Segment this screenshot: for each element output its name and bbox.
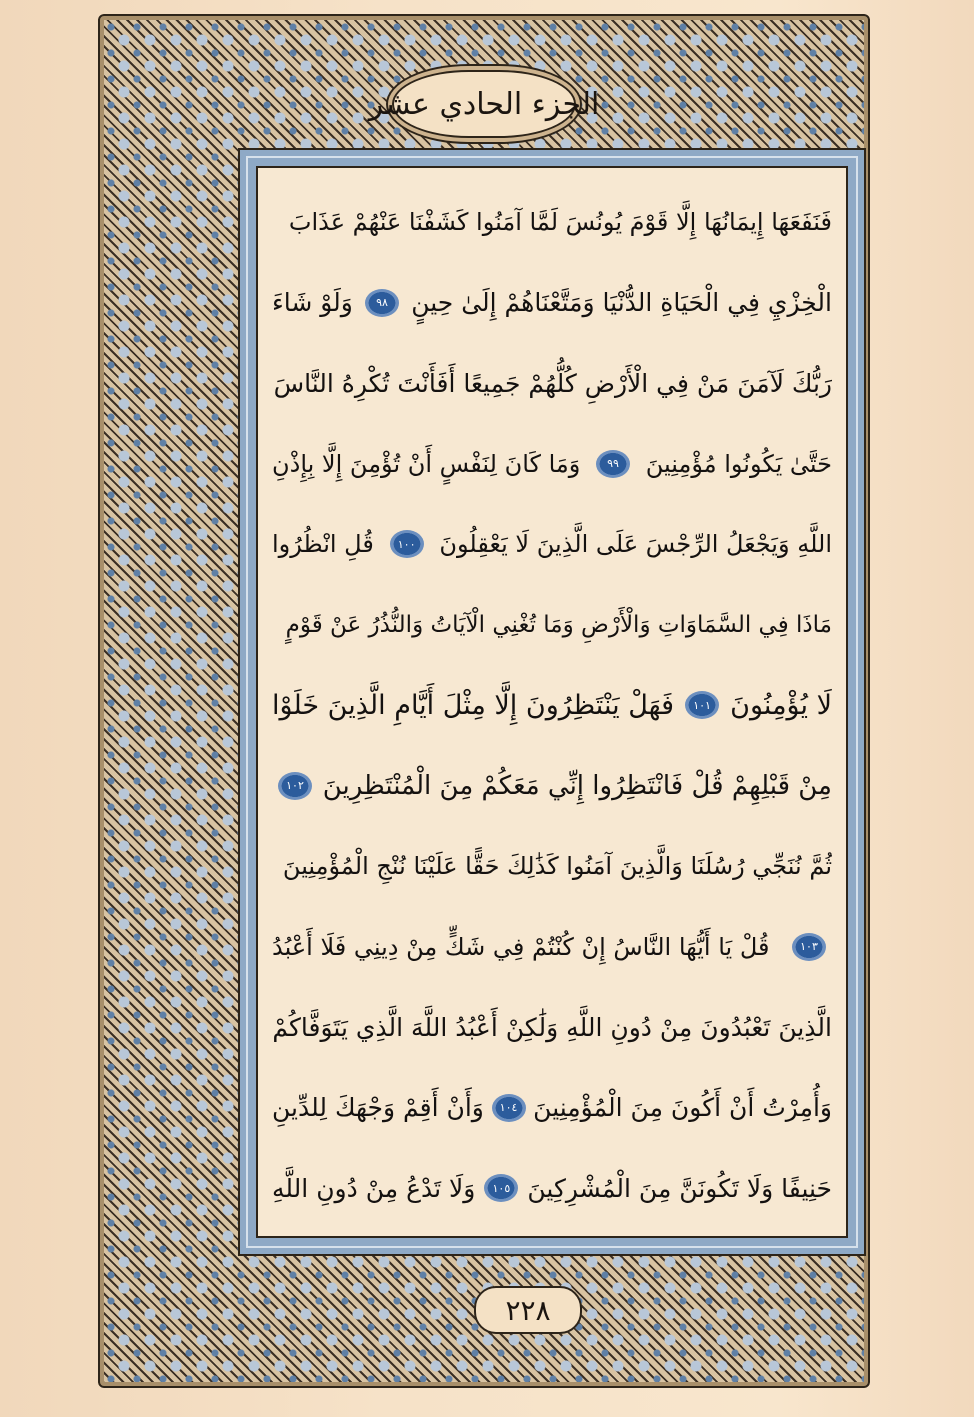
verse-text: مِنْ قَبْلِهِمْ قُلْ فَانْتَظِرُوا إِنِّي مَعَكُمْ مِنَ الْمُنْتَظِرِينَ [322, 770, 832, 801]
verse-text: مَاذَا فِي السَّمَاوَاتِ وَالْأَرْضِ وَمَا تُغْنِي الْآيَاتُ وَالنُّذُرُ عَنْ قَوْمٍ [285, 611, 832, 638]
verse-line [272, 991, 832, 1063]
verse-text: ثُمَّ نُنَجِّي رُسُلَنَا وَالَّذِينَ آمَنُوا كَذَٰلِكَ حَقًّا عَلَيْنَا نُنْجِ الْمُؤْمِنِينَ [282, 852, 832, 880]
verse-text: لَا يُؤْمِنُونَ [730, 689, 832, 721]
verse-text: الَّذِينَ تَعْبُدُونَ مِنْ دُونِ اللَّهِ وَلَٰكِنْ أَعْبُدُ اللَّهَ الَّذِي يَتَوَفَّاكُمْ [272, 1012, 832, 1042]
verse-text: فَهَلْ يَنْتَظِرُونَ إِلَّا مِثْلَ أَيَّامِ الَّذِينَ خَلَوْا [272, 689, 674, 721]
verse-line [272, 589, 832, 661]
verse-text: قُلْ يَا أَيُّهَا النَّاسُ إِنْ كُنْتُمْ فِي شَكٍّ مِنْ دِينِي فَلَا أَعْبُدُ [272, 932, 770, 961]
verse-line [272, 1072, 832, 1144]
ayah-number-marker: ١٠٢ [278, 772, 312, 800]
verse-text: وَأُمِرْتُ أَنْ أَكُونَ مِنَ الْمُؤْمِنِينَ [533, 1093, 832, 1122]
verse-line [272, 267, 832, 339]
juz-title: الجزء الحادي عشر [368, 86, 600, 122]
ayah-number-marker: ٩٩ [596, 450, 630, 478]
verse-line [272, 669, 832, 741]
verse-text: قُلِ انْظُرُوا [272, 530, 374, 558]
ayah-number-marker: ١٠٠ [390, 530, 424, 558]
verse-text: وَلَا تَدْعُ مِنْ دُونِ اللَّهِ [272, 1173, 476, 1203]
page-number: ٢٢٨ [505, 1293, 551, 1327]
ayah-number-marker: ١٠١ [685, 691, 719, 719]
verse-line [272, 347, 832, 419]
verse-line [272, 186, 832, 258]
verse-line [272, 508, 832, 580]
verse-text: حَتَّىٰ يَكُونُوا مُؤْمِنِينَ [645, 449, 832, 478]
verse-line [272, 830, 832, 902]
page-number-cartouche [474, 1286, 582, 1334]
verse-text: وَلَوْ شَاءَ [272, 288, 353, 317]
verse-text: وَأَنْ أَقِمْ وَجْهَكَ لِلدِّينِ [272, 1093, 484, 1122]
verse-line [272, 911, 832, 983]
verse-line [272, 428, 832, 500]
verse-line [272, 750, 832, 822]
verse-lines [258, 168, 846, 1236]
ayah-number-marker: ١٠٥ [484, 1174, 518, 1202]
verse-line [272, 1152, 832, 1224]
text-panel [256, 166, 848, 1238]
verse-text: رَبُّكَ لَآمَنَ مَنْ فِي الْأَرْضِ كُلُّهُمْ جَمِيعًا أَفَأَنْتَ تُكْرِهُ النَّاسَ [273, 368, 832, 398]
verse-text: حَنِيفًا وَلَا تَكُونَنَّ مِنَ الْمُشْرِكِينَ [527, 1173, 832, 1203]
verse-text: الْخِزْيِ فِي الْحَيَاةِ الدُّنْيَا وَمَتَّعْنَاهُمْ إِلَىٰ حِينٍ [411, 288, 832, 317]
verse-text: فَنَفَعَهَا إِيمَانُهَا إِلَّا قَوْمَ يُونُسَ لَمَّا آمَنُوا كَشَفْنَا عَنْهُمْ عَذَابَ [288, 208, 832, 236]
juz-heading-cartouche [368, 70, 600, 138]
ayah-number-marker: ١٠٤ [492, 1094, 526, 1122]
ayah-number-marker: ١٠٣ [792, 933, 826, 961]
verse-text: اللَّهِ وَيَجْعَلُ الرِّجْسَ عَلَى الَّذِينَ لَا يَعْقِلُونَ [439, 530, 832, 558]
verse-text: وَمَا كَانَ لِنَفْسٍ أَنْ تُؤْمِنَ إِلَّا بِإِذْنِ [272, 449, 581, 478]
ayah-number-marker: ٩٨ [365, 289, 399, 317]
